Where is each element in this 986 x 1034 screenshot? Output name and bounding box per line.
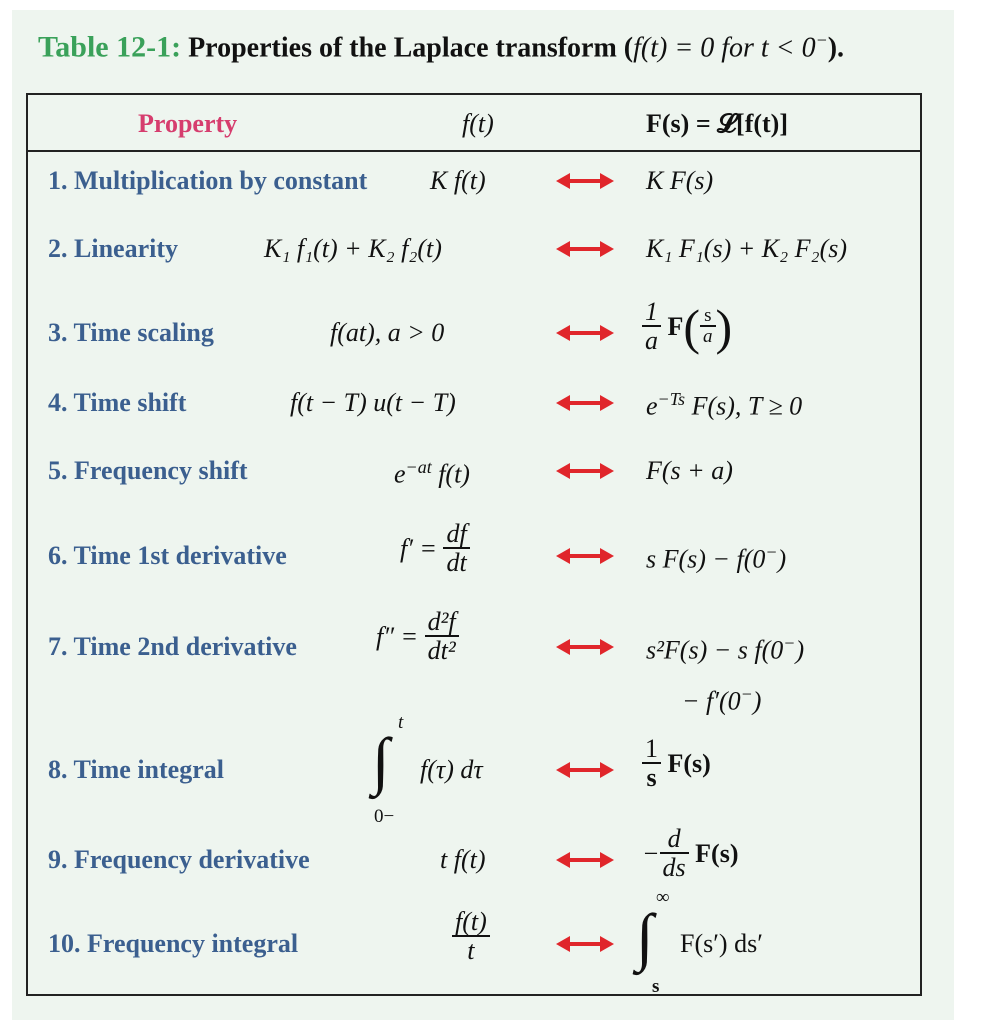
caption-text: Properties of the Laplace transform ( — [188, 32, 634, 64]
row-5-ft: $e^{-at}$ f(t) — [394, 457, 470, 489]
row-6-ft: f′ = $\frac{df}{dt}$ — [400, 520, 470, 578]
double-arrow-icon — [556, 761, 614, 779]
header-property: Property — [138, 109, 238, 138]
row-10-Fs-integrand: F(s′) ds′ — [680, 929, 763, 958]
row-8-ft-lower: 0− — [374, 806, 395, 827]
row-9-ft: t f(t) — [440, 845, 486, 874]
row-7-ft: f″ = $\frac{\text{d²f}}{\text{dt²}}$ — [376, 608, 459, 666]
double-arrow-icon — [556, 935, 614, 953]
row-6-Fs: s F(s) − f(0−) — [646, 542, 787, 574]
header-Fs: F(s) = 𝓛[f(t)] — [646, 109, 788, 138]
row-3-Fs-F: F — [667, 311, 684, 341]
row-3-ft: f(at), a > 0 — [330, 318, 445, 347]
row-7-Fs-line2: − f′(0−) — [682, 684, 762, 716]
row-8-ft-integrand: f(τ) dτ — [420, 755, 483, 784]
caption-number: Table 12-1: — [38, 30, 182, 64]
double-arrow-icon — [556, 547, 614, 565]
row-2-property: 2. Linearity — [48, 234, 178, 263]
caption-sup: − — [815, 30, 828, 50]
integral-icon: ∫ — [636, 901, 654, 972]
row-8-Fs-frac: $\frac{1}{s}$ — [642, 735, 661, 793]
row-4-property: 4. Time shift — [48, 388, 187, 417]
row-8-property: 8. Time integral — [48, 755, 224, 784]
header-divider — [28, 150, 920, 152]
row-7-property: 7. Time 2nd derivative — [48, 632, 297, 661]
caption-math: f(t) = 0 for t < 0 — [633, 32, 816, 64]
integral-icon: ∫ — [372, 725, 390, 796]
table-caption — [38, 30, 844, 64]
row-3-Fs-prefactor: $\frac{1}{a}$ — [642, 298, 661, 356]
row-2-ft: K₁ f₁(t) + K₂ f₂(t) — [264, 234, 442, 263]
row-9-Fs: − $\frac{d}{ds}$ F(s) — [642, 824, 739, 883]
row-9-property: 9. Frequency derivative — [48, 845, 310, 874]
double-arrow-icon — [556, 394, 614, 412]
row-9-Fs-frac: $\frac{d}{ds}$ — [660, 825, 689, 883]
row-5-Fs: F(s + a) — [646, 456, 733, 485]
row-1-Fs: K F(s) — [646, 166, 714, 195]
row-3-property: 3. Time scaling — [48, 318, 214, 347]
row-10-Fs-upper: ∞ — [656, 887, 670, 908]
double-arrow-icon — [556, 851, 614, 869]
row-5-property: 5. Frequency shift — [48, 456, 248, 485]
row-1-property: 1. Multiplication by constant — [48, 166, 368, 195]
row-3-Fs: $\frac{1}{a}$ F( $\frac{s}{a}$ ) — [642, 298, 732, 356]
row-7-ft-frac: $\frac{\text{d²f}}{\text{dt²}}$ — [425, 608, 459, 666]
row-10-Fs-lower: s — [652, 976, 660, 997]
double-arrow-icon — [556, 172, 614, 190]
row-1-ft: K f(t) — [430, 166, 486, 195]
row-8-Fs: $\frac{1}{s}$ F(s) — [642, 735, 711, 793]
header-ft: f(t) — [462, 109, 494, 138]
row-10-ft-frac: $\frac{f(t)}{t}$ — [452, 908, 490, 966]
row-7-Fs-line1: s²F(s) − s f(0−) — [646, 633, 805, 665]
row-3-Fs-arg: $\frac{s}{a}$ — [700, 306, 716, 349]
double-arrow-icon — [556, 462, 614, 480]
double-arrow-icon — [556, 240, 614, 258]
row-4-Fs: $e^{-Ts}$ F(s), T ≥ 0 — [646, 389, 803, 421]
double-arrow-icon — [556, 638, 614, 656]
caption-end: ). — [827, 32, 845, 64]
row-10-ft — [452, 908, 490, 966]
row-4-ft: f(t − T) u(t − T) — [290, 388, 456, 417]
row-6-property: 6. Time 1st derivative — [48, 541, 287, 570]
row-8-ft-upper: t — [398, 712, 404, 733]
row-10-property: 10. Frequency integral — [48, 929, 299, 958]
row-2-Fs: K₁ F₁(s) + K₂ F₂(s) — [646, 234, 848, 263]
row-6-ft-frac: $\frac{df}{dt}$ — [443, 520, 469, 578]
double-arrow-icon — [556, 324, 614, 342]
laplace-properties-table — [26, 93, 922, 996]
